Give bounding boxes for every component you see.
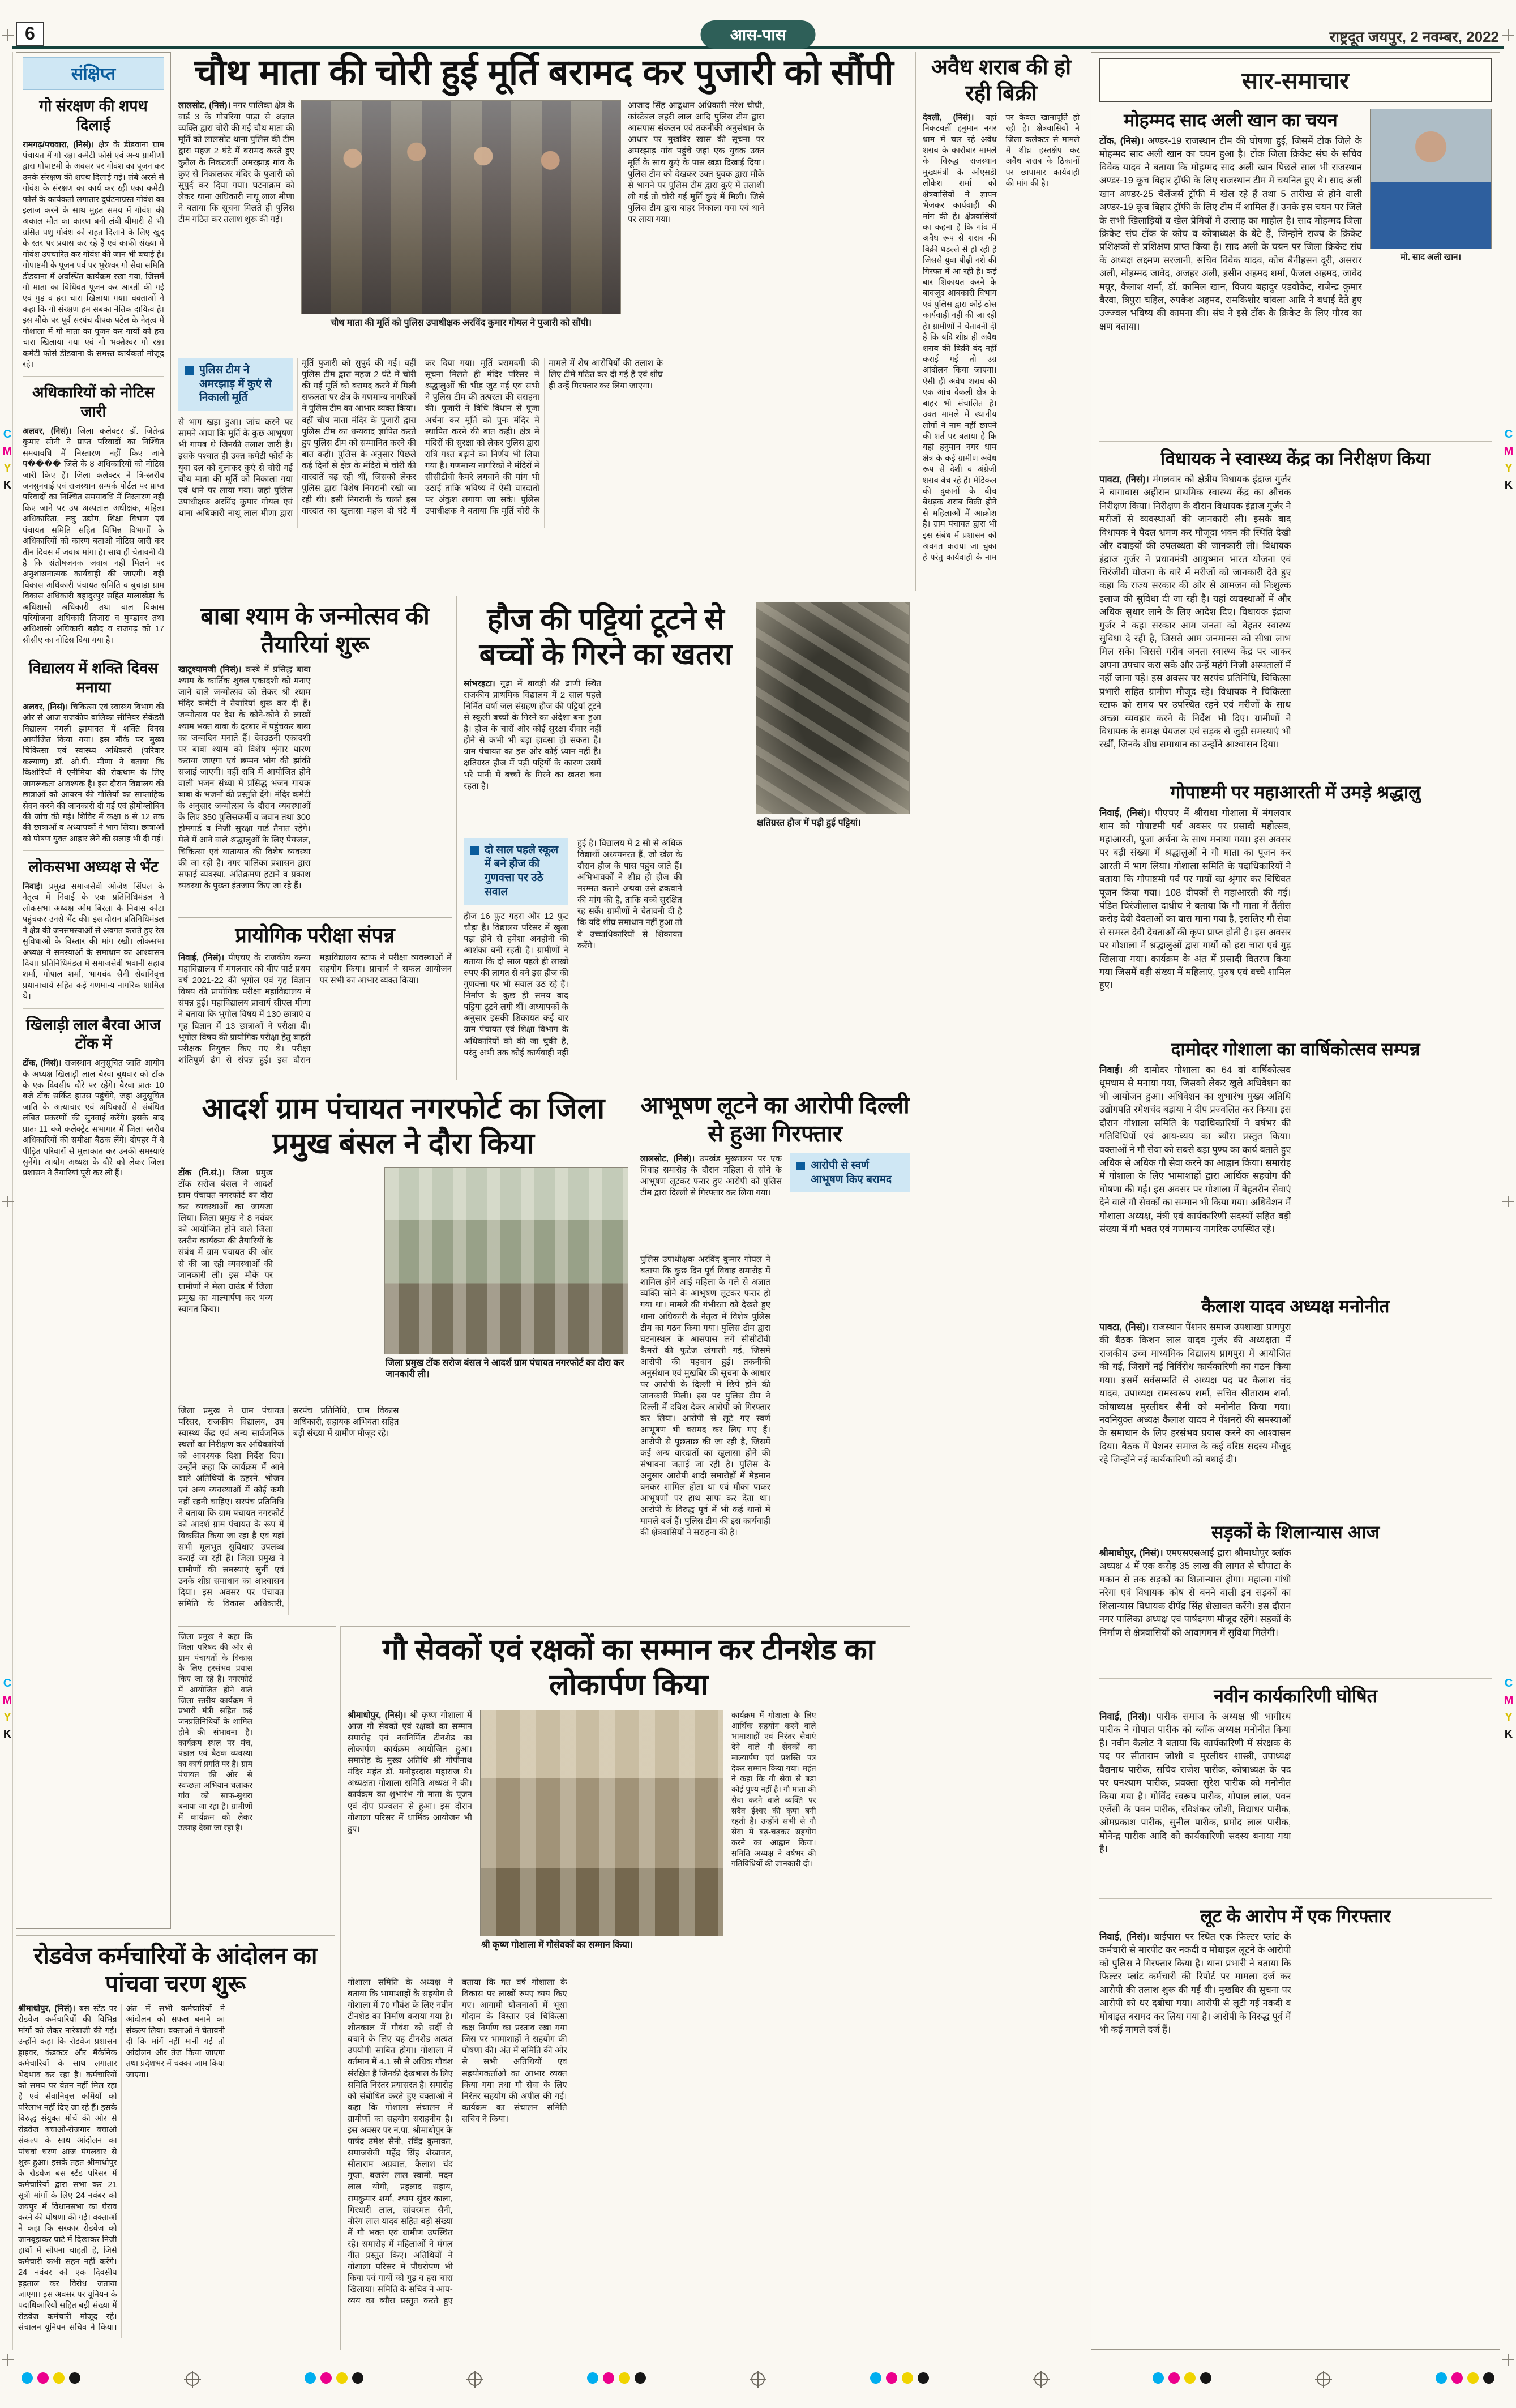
page-number: 6 [16, 22, 44, 46]
registration-circle-icon [468, 2372, 482, 2386]
story-headline: आदर्श ग्राम पंचायत नगरफोर्ट का जिला प्रमुख बंसल ने दौरा किया [202, 1092, 605, 1161]
hauz-photo-figure [756, 602, 910, 831]
bullet-square-icon [796, 1162, 805, 1170]
brief-body: टोंक, (निसं)। राजस्थान अनुसूचित जाति आयोग के अध्यक्ष खिलाड़ी लाल बैरवा बुधवार को टोंक के एक दिवसीय दौरे पर रहेंगे। बैरवा प्रातः 10 बजे टोंक सर्किट हाउस पहुंचेंगे, जहां अनुसूचित जाति के अत्याचार एवं अधिकारों से संबंधित लंबित प्रकरणों की सुनवाई करेंगे। इसके बाद प्रातः 11 बजे कलेक्ट्रेट सभागार में जिला स्तरीय अधिकारियों की समीक्षा बैठक लेंगे। दोपहर में वे पीड़ित परिवारों से मुलाकात कर उनकी समस्याएं सुनेंगे। आयोग अध्यक्ष के दौरे को लेकर जिला प्रशासन ने तैयारियां पूरी कर ली हैं। [23, 1059, 164, 1178]
registration-mark-icon [2, 1196, 14, 1207]
registration-mark-icon [1502, 29, 1514, 41]
story-body: गोशाला समिति के अध्यक्ष ने बताया कि भामाशाहों के सहयोग से गोशाला में 70 गौवंश के लिए नवीन टीनशेड का निर्माण कराया गया है। शीतकाल में गौवंश को सर्दी से बचाने के लिए यह टीनशेड अत्यंत उपयोगी साबित होगा। गोशाला में वर्तमान में 4.1 सौ से अधिक गौवंश संरक्षित है जिनकी देखभाल के लिए समिति निरंतर प्रयासरत है। समारोह को संबोधित करते हुए वक्ताओं ने कहा कि गोशाला संचालन में ग्रामीणों का सहयोग सराहनीय है। इस अवसर पर न.पा. श्रीमाधोपुर के पार्षद उमेश सैनी, रविंद्र कुमावत, समाजसेवी महेंद्र सिंह शेखावत, सीताराम अग्रवाल, कैलाश चंद गुप्ता, बजरंग लाल स्वामी, मदन लाल योगी, प्रहलाद सहाय, रामकुमार शर्मा, श्याम सुंदर काला, गिरधारी लाल, सांवरमल सैनी, नौरंग लाल यादव सहित बड़ी संख्या में गौ भक्त एवं ग्रामीण उपस्थित रहे। समारोह में महिलाओं ने मंगल गीत प्रस्तुत किए। अतिथियों ने गोशाला परिसर में पौधरोपण भी किया एवं गायों को गुड़ व हरा चारा खिलाया। समिति के सचिव ने आय-व्यय का ब्यौरा प्रस्तुत करते हुए बताया कि गत वर्ष गोशाला के विकास पर लाखों रुपए व्यय किए गए। आगामी योजनाओं में भूसा गोदाम के विस्तार एवं चिकित्सा कक्ष निर्माण का प्रस्ताव रखा गया जिस पर भामाशाहों ने सहयोग की घोषणा की। अंत में समिति की ओर से सभी अतिथियों एवं सहयोगकर्ताओं का आभार व्यक्त किया गया तथा गौ सेवा के लिए निरंतर सहयोग की अपील की गई। कार्यक्रम का संचालन समिति सचिव ने किया। [348, 1977, 567, 2306]
photo-caption: मो. साद अली खान। [1400, 253, 1462, 262]
brief-headline: विद्यालय में शक्ति दिवस मनाया [28, 660, 159, 696]
edition-line: राष्ट्रदूत जयपुर, 2 नवम्बर, 2022 [1329, 28, 1499, 45]
story-body: निवाई, (निसं)। पीएचए में श्रीराधा गोशाला में मंगलवार शाम को गोपाष्टमी पर्व अवसर पर प्रसादी महोत्सव, महाआरती, पूजा अर्चना के साथ मनाया गया। इस अवसर पर बड़ी संख्या में श्रद्धालुओं ने गौ माता का पूजन कर आरती में भाग लिया। गोशाला समिति के पदाधिकारियों ने बताया कि गोपाष्टमी पर्व पर गायों का श्रृंगार कर विधिवत पूजन किया गया। 108 दीपकों से महाआरती की गई। पंडित चिरंजीलाल दाधीच ने बताया कि गौ माता में तैंतीस करोड़ देवी देवताओं का वास माना गया है, इसलिए गौ सेवा से समस्त देवी देवताओं की कृपा प्राप्त होती है। इस अवसर पर गोशाला में श्रद्धालुओं द्वारा गायों को हरा चारा एवं गुड़ खिलाया गया। कार्यक्रम के अंत में प्रसादी वितरण किया गया जिसमें बड़ी संख्या में महिलाएं, पुरुष एवं बच्चे शामिल हुए। [1099, 808, 1291, 991]
idol-handover-photo [301, 100, 621, 314]
photo-caption: जिला प्रमुख टोंक सरोज बंसल ने आदर्श ग्राम पंचायत नगरफोर्ट का दौरा कर जानकारी ली। [386, 1358, 624, 1379]
story-body: आजाद सिंह आढूधाम अधिकारी नरेश चौधी, कांस्टेबल लहरी लाल आदि पुलिस टीम द्वारा आसपास संकलन एवं तकनीकी अनुसंधान के आधार पर मुखबिर खास की सूचना पर अमरझाड़ गांव पहुंचे जहां एक युवक उक्त मूर्ति के साथ कुएं के पास खड़ा दिखाई दिया। पुलिस टीम को देखकर उक्त युवक द्वारा मौके से भागने पर पुलिस टीम द्वारा कुएं में तलाशी ली गई तो चोरी गई मूर्ति कुएं में मिली। जिसे पुलिस टीम द्वारा बाहर निकाला गया एवं थाने पर लाया गया। [628, 101, 764, 225]
story-body: निवाई। श्री दामोदर गोशाला का 64 वां वार्षिकोत्सव धूमधाम से मनाया गया, जिसको लेकर खुले अधिवेशन का भी आयोजन हुआ। अधिवेशन का शुभारंभ मुख्य अतिथि उद्योगपति रमेशचंद बड़ाया ने दीप प्रज्वलित कर किया। इस दौरान गोशाला समिति के पदाधिकारियों ने वर्षभर की गतिविधियों एवं आय-व्यय का ब्यौरा प्रस्तुत किया। वक्ताओं ने गौ सेवा को सबसे बड़ा पुण्य का कार्य बताते हुए अधिक से अधिक गौ सेवा करने का आह्वान किया। समारोह में गोशाला के लिए भामाशाहों द्वारा आर्थिक सहयोग की घोषणा की गई। इस अवसर पर गोशाला में बेहतरीन सेवाएं देने वाले गौ सेवकों का सम्मान भी किया गया। अधिवेशन में गोशाला अध्यक्ष, मंत्री एवं कार्यकारिणी सदस्यों सहित बड़ी संख्या में गौ भक्त एवं गणमान्य नागरिक उपस्थित रहे। [1099, 1065, 1291, 1235]
story-body: सांभरहटा। गुढ़ा में बावड़ी की ढाणी स्थित राजकीय प्राथमिक विद्यालय में 2 साल पहले निर्मित वर्षा जल संग्रहण हौज की पट्टियां टूटने से स्कूली बच्चों के गिरने का अंदेशा बना हुआ है। हौज के चारों ओर कोई सुरक्षा दीवार नहीं होने से कभी भी बड़ा हादसा हो सकता है। ग्राम पंचायत का इस ओर कोई ध्यान नहीं है। क्षतिग्रस्त हौज में पड़ी पट्टियों के कारण उसमें भरे पानी में बच्चों के गिरने का खतरा बना रहता है। [464, 678, 601, 791]
photo-caption: श्री कृष्ण गोशाला में गौसेवकों का सम्मान किया। [481, 1940, 633, 1950]
story-headline: अवैध शराब की हो रही बिक्री [931, 55, 1072, 106]
bullet-square-icon [470, 846, 479, 855]
story-body: निवाई, (निसं)। बाईपास पर स्थित एक फिल्टर प्लांट के कर्मचारी से मारपीट कर नकदी व मोबाइल लूटने के आरोपी को पुलिस ने गिरफ्तार किया है। थाना प्रभारी ने बताया कि फिल्टर प्लांट कर्मचारी की रिपोर्ट पर मामला दर्ज कर आरोपी की तलाश शुरू की गई थी। मुखबिर की सूचना पर आरोपी को धर दबोचा गया। आरोपी से लूटी गई नकदी व मोबाइल बरामद कर लिया गया है। आरोपी के विरुद्ध पूर्व में भी कई मामले दर्ज हैं। [1099, 1932, 1291, 2035]
dateline: श्रीमाधोपुर, (निसं)। [348, 1710, 406, 1720]
dateline: निवाई। [23, 882, 44, 892]
saar-samachar-header: सार-समाचार [1099, 58, 1492, 102]
story-headline: नवीन कार्यकारिणी घोषित [1214, 1686, 1377, 1706]
story-body: टोंक, (निसं)। अण्डर-19 राजस्थान टीम की घोषणा हुई, जिसमें टोंक जिले के मोहम्मद साद अली खान का चयन हुआ है। टोंक जिला क्रिकेट संघ के सचिव विवेक यादव ने बताया कि मोहम्मद साद अली खान पिछले साल भी राजस्थान अण्डर-19 कूच बिहार ट्रॉफी के लिए राजस्थान टीम में चयनित हुए थे। साद अली खान अण्डर-25 चैलेंजर्स ट्रॉफी में खेल रहे हैं तथा 5 तारीख से होने वाली अण्डर-19 कूच बिहार ट्रॉफी के लिए टीम में शामिल हैं। उनके इस चयन पर जिले के सभी खिलाड़ियों व खेल प्रेमियों में उत्साह का माहौल है। साद मोहम्मद जिला क्रिकेट संघ टोंक के कोच व कोषाध्यक्ष के बेटे हैं, जिन्होंने राज्य के क्रिकेट प्रशिक्षकों से प्रशिक्षण प्राप्त किया है। साद अली के चयन पर जिला क्रिकेट संघ के अध्यक्ष लक्ष्मण सरजानी, सचिव विवेक यादव, कोच बैनीहसन दूरी, असरार अली, मोहम्मद जावेद, अजहर अली, हसीन अहमद शर्मा, फैजल अहमद, जावेद मयूर, कैलाश शर्मा, डॉ. कामिल खान, विजय बहादुर एडवोकेट, राजेन्द्र कुमार बैरवा, त्रिपुरा चहिल, रुपकेश अहमद, रामकिशोर चांवला आदि ने बधाई देते हुए उज्ज्वल भविष्य की कामना की। संघ ने इसे टोंक के क्रिकेट के लिए गौरव का क्षण बताया। [1099, 136, 1362, 332]
story-headline: गोपाष्टमी पर महाआरती में उमड़े श्रद्धालु [1170, 782, 1421, 802]
portrait-figure [1370, 109, 1492, 264]
bullet-square-icon [185, 366, 194, 375]
dateline: अलवर, (निसं)। [23, 426, 72, 436]
jewellery-top [640, 1153, 910, 1250]
dateline: निवाई, (निसं)। [178, 953, 225, 963]
broken-hauz-photo [756, 602, 910, 814]
highlight-text: आरोपी से स्वर्ण आभूषण किए बरामद [811, 1160, 892, 1186]
adarsh-photo-figure [384, 1167, 628, 1400]
story-body: दो साल पहले स्कूल में बने हौज की गुणवत्ता पर उठे सवाल हौज 16 फुट गहरा और 12 फुट चौड़ा है। विद्यालय परिसर में खुला पड़ा होने से हमेशा अनहोनी की आशंका बनी रहती है। ग्रामीणों ने बताया कि दो साल पहले ही लाखों रुपए की लागत से बने इस हौज की गुणवत्ता पर भी सवाल उठ रहे हैं। निर्माण के कुछ ही समय बाद पट्टियां टूटने लगी थीं। अध्यापकों के अनुसार इसकी शिकायत कई बार ग्राम पंचायत एवं शिक्षा विभाग के अधिकारियों को की जा चुकी है, परंतु अभी तक कोई कार्यवाही नहीं हुई है। विद्यालय में 2 सौ से अधिक विद्यार्थी अध्ययनरत हैं, जो खेल के दौरान हौज के पास पहुंच जाते हैं। अभिभावकों ने शीघ्र ही हौज की मरम्मत कराने अथवा उसे ढकवाने की मांग की है, ताकि बच्चे सुरक्षित रह सकें। ग्रामीणों ने चेतावनी दी है कि यदि शीघ्र समाधान नहीं हुआ तो वे उच्चाधिकारियों से शिकायत करेंगे। [464, 838, 682, 1058]
story-body: श्रीमाधोपुर, (निसं)। श्री कृष्ण गोशाला में आज गौ सेवकों एवं रक्षकों का सम्मान समारोह एवं नवनिर्मित टीनशेड का लोकार्पण कार्यक्रम आयोजित हुआ। समारोह के मुख्य अतिथि श्री गोपीनाथ मंदिर महंत डॉ. मनोहरदास महाराज थे। अध्यक्षता गोशाला समिति अध्यक्ष ने की। कार्यक्रम का शुभारंभ गौ माता के पूजन एवं दीप प्रज्वलन से हुआ। इस दौरान गोशाला परिसर में धार्मिक आयोजन भी हुए। [348, 1710, 472, 1834]
print-cmyk-mark: C M Y K [1504, 428, 1514, 491]
story-body: पावटा, (निसं)। राजस्थान पेंशनर समाज उपशाखा प्रागपुरा की बैठक किशन लाल यादव गुर्जर की अध्यक्षता में राजकीय उच्च माध्यमिक विद्यालय प्रागपुरा में आयोजित की गई, जिसमें नई निर्विरोध कार्यकारिणी का गठन किया गया। इसमें सर्वसम्मति से अध्यक्ष पद पर कैलाश चंद यादव, उपाध्यक्ष रामस्वरूप शर्मा, सचिव सीताराम शर्मा, कोषाध्यक्ष मुरलीधर सैनी को मनोनीत किया गया। नवनियुक्त अध्यक्ष कैलाश यादव ने पेंशनरों की समस्याओं के समाधान के लिए हरसंभव प्रयास करने का आश्वासन दिया। बैठक में पेंशनर समाज के कई वरिष्ठ सदस्य मौजूद रहे जिन्होंने नई कार्यकारिणी को बधाई दी। [1099, 1322, 1291, 1465]
brief-headline: खिलाड़ी लाल बैरवा आज टोंक में [25, 1016, 161, 1053]
photo-caption: चौथ माता की मूर्ति को पुलिस उपाधीक्षक अरविंद कुमार गोयल ने पुजारी को सौंपी। [330, 318, 592, 328]
registration-circle-icon [1317, 2372, 1330, 2386]
story-headline: सड़कों के शिलान्यास आज [1211, 1522, 1380, 1542]
print-color-strip [19, 2369, 1497, 2389]
story-headline: लूट के आरोप में एक गिरफ्तार [1200, 1906, 1391, 1926]
cmyk-dots-icon [302, 2372, 366, 2386]
hauz-story [456, 596, 910, 1080]
story-body: लालसोट, (निसं)। उपखंड मुख्यालय पर एक विवाह समारोह के दौरान महिला से सोने के आभूषण लूटकर फरार हुए आरोपी को पुलिस टीम द्वारा दिल्ली से गिरफ्तार कर लिया गया। [640, 1154, 782, 1198]
story-body: लालसोट, (निसं)। नगर पालिका क्षेत्र के वार्ड 3 के गोबरिया पाड़ा से अज्ञात व्यक्ति द्वारा चोरी की गई चौथ माता की मूर्ति को लालसोट थाना पुलिस की टीम द्वारा महज 2 घंटे में बरामद करते हुए कुतैल के निकटवर्ती अमरझाड़ गांव के कुएं से निकालकर मंदिर के पुजारी को सुपुर्द कर दिया गया। घटनाक्रम को लेकर थाना अधिकारी नाथू लाल मीणा ने बताया कि सूचना मिलते ही पुलिस टीम गठित कर तलाश शुरू की गई। [178, 101, 294, 225]
cmyk-dots-icon [1433, 2372, 1497, 2386]
main-photo-figure [301, 100, 621, 352]
registration-mark-icon [1502, 1196, 1514, 1207]
briefs-column [16, 52, 171, 1929]
brief-item [23, 652, 164, 850]
story-headline: मोहम्मद साद अली खान का चयन [1124, 110, 1338, 130]
story-body: पावटा, (निसं)। मंगलवार को क्षेत्रीय विधायक इंद्राज गुर्जर ने बागावास अहीरान प्राथमिक स्वास्थ्य केंद्र का औचक निरीक्षण किया। निरीक्षण के दौरान विधायक इंद्राज गुर्जर ने मरीजों से व्यवस्थाओं की जानकारी ली। इसके बाद विधायक ने पैदल भ्रमण कर मौजूदा भवन की स्थिति देखी और दवाइयों की उपलब्धता की जानकारी ली। विधायक इंद्राज गुर्जर ने प्रधानमंत्री आयुष्मान भारत योजना एवं चिरंजीवी योजना के बारे में मरीजों को जानकारी देते हुए कहा कि राज्य सरकार की ओर से आमजन को निःशुल्क इलाज की सुविधा दी जा रही है। यहां व्यवस्थाओं में और अधिक सुधार लाने के लिए आदेश दिए। विधायक इंद्राज गुर्जर ने कहा सरकार आम जनता को बेहतर स्वास्थ्य सुविधा दे रही है, जिससे आम जनमानस को सीधा लाभ मिल सके। जिससे गरीब जनता स्वास्थ्य केंद्र पर जाकर अपना उपचार करा सके और उन्हें महंगे निजी अस्पतालों में नहीं जाना पड़े। इस अवसर पर सरपंच प्रतिनिधि, चिकित्सा प्रभारी सहित ग्रामीण मौजूद रहे। विधायक ने चिकित्सा स्टाफ को समय पर उपस्थित रहने एवं मरीजों के साथ अच्छा व्यवहार करने के निर्देश भी दिए। ग्रामीणों ने विधायक के समक्ष पेयजल एवं सड़क से जुड़ी समस्याएं भी रखीं, जिनके शीघ्र समाधान का उन्होंने आश्वासन दिया। [1099, 474, 1291, 750]
story-headline: हौज की पट्टियां टूटने से बच्चों के गिरने का खतरा [479, 603, 733, 671]
main-headline: चौथ माता की चोरी हुई मूर्ति बरामद कर पुजारी को सौंपी [194, 53, 894, 92]
news-story [1099, 1678, 1492, 1892]
brief-body: अलवर, (निसं)। चिकित्सा एवं स्वास्थ्य विभाग की ओर से आज राजकीय बालिका सीनियर सेकेंडरी विद्यालय नंगली झामावत में शक्ति दिवस आयोजित किया गया। इस मौके पर मुख्य चिकित्सा एवं स्वास्थ्य अधिकारी (परिवार कल्याण) डॉ. ओ.पी. मीणा ने बताया कि किशोरियों में एनीमिया की रोकथाम के लिए जागरूकता आवश्यक है। इस दौरान विद्यालय की छात्राओं को आयरन की गोलियों का साप्ताहिक सेवन करने की जानकारी दी गई एवं हीमोग्लोबिन की जांच की गई। शिविर में कक्षा 6 से 12 तक की छात्राओं व अध्यापकों ने भाग लिया। छात्राओं को पोषण युक्त आहार लेने की सलाह भी दी गई। [23, 702, 164, 844]
story-headline: प्रायोगिक परीक्षा संपन्न [235, 923, 395, 947]
dateline: टोंक (नि.सं.)। [178, 1167, 225, 1178]
adarsh-gram-story [178, 1085, 628, 1622]
story-body: पुलिस उपाधीक्षक अरविंद कुमार गोयल ने बताया कि कुछ दिन पूर्व विवाह समारोह में शामिल होने आई महिला के गले से अज्ञात व्यक्ति सोने के आभूषण लूटकर फरार हो गया था। मामले की गंभीरता को देखते हुए थाना अधिकारी के नेतृत्व में विशेष पुलिस टीम का गठन किया गया। पुलिस टीम द्वारा घटनास्थल के आसपास लगे सीसीटीवी कैमरों की फुटेज खंगाली गई, जिसमें आरोपी की पहचान हुई। तकनीकी अनुसंधान एवं मुखबिर की सूचना के आधार पर आरोपी के दिल्ली में छिपे होने की जानकारी मिली। इस पर पुलिस टीम ने दिल्ली में दबिश देकर आरोपी को गिरफ्तार कर लिया। आरोपी से लूटे गए स्वर्ण आभूषण भी बरामद कर लिए गए हैं। आरोपी से पूछताछ की जा रही है, जिसमें कई अन्य वारदातों का खुलासा होने की संभावना जताई जा रही है। पुलिस के अनुसार आरोपी शादी समारोहों में मेहमान बनकर शामिल होता था एवं मौका पाकर आभूषणों पर हाथ साफ कर देता था। आरोपी के विरुद्ध पूर्व में भी कई थानों में मामले दर्ज हैं। पुलिस टीम की इस कार्यवाही की क्षेत्रवासियों ने सराहना की है। [640, 1255, 770, 1538]
highlight-text: पुलिस टीम ने अमरझाड़ में कुएं से निकाली मूर्ति [199, 364, 272, 404]
story-body: देवली, (निसं)। यहां निकटवर्ती हनुमान नगर धाम में चल रहे अवैध शराब के कारोबार मामले के विरुद्ध राजस्थान मुख्यमंत्री के ओएसडी लोकेश शर्मा को क्षेत्रवासियों ने ज्ञापन भेजकर कार्यवाही की मांग की है। क्षेत्रवासियों का कहना है कि गांव में अवैध रूप से शराब की बिक्री धड़ल्ले से हो रही है जिससे युवा पीढ़ी नशे की गिरफ्त में आ रही है। कई बार शिकायत करने के बावजूद आबकारी विभाग एवं पुलिस द्वारा कोई ठोस कार्यवाही नहीं की जा रही है। ग्रामीणों ने चेतावनी दी है कि यदि शीघ्र ही अवैध शराब की बिक्री बंद नहीं कराई गई तो उग्र आंदोलन किया जाएगा। ऐसी ही अवैध शराब की एक आंच देकली क्षेत्र के बाहर भी संचालित है। उक्त मामले में स्थानीय लोगों ने नाम नहीं छापने की शर्त पर बताया है कि यहां हनुमान नगर धाम क्षेत्र के कई ग्रामीण अवैध रूप से देशी व अंग्रेजी शराब बेच रहे हैं। मेडिकल की दुकानों के बीच बेधड़क शराब बिक्री होने से महिलाओं में आक्रोश है। ग्राम पंचायत द्वारा भी इस संबंध में प्रशासन को अवगत कराया जा चुका है परंतु कार्यवाही के नाम पर केवल खानापूर्ति हो रही है। क्षेत्रवासियों ने जिला कलेक्टर से मामले में शीघ्र हस्तक्षेप कर अवैध शराब के ठिकानों पर छापामार कार्यवाही की मांग की है। [923, 113, 1080, 562]
dateline: लालसोट, (निसं)। [178, 101, 231, 111]
brief-headline: लोकसभा अध्यक्ष से भेंट [28, 858, 159, 876]
registration-circle-icon [1034, 2372, 1048, 2386]
gaushala-honour-photo [480, 1710, 723, 1936]
story-headline: बाबा श्याम के जन्मोत्सव की तैयारियां शुरू [200, 603, 430, 658]
brief-body: अलवर, (निसं)। जिला कलेक्टर डॉ. जितेन्द्र कुमार सोनी ने प्राप्त परिवादों का निश्चित समयावधि में निस्तारण नहीं किए जाने प���� जिले के 8 अधिकारियों को नोटिस जारी किए हैं। जिला कलेक्टर ने त्रि-स्तरीय जनसुनवाई एवं राजस्थान सम्पर्क पोर्टल पर प्राप्त परिवादों का निश्चित समयावधि में निस्तारण नहीं किए जाने पर उप अस्पताल अधीक्षक, महिला अधिकारिता, लघु उद्योग, शिक्षा विभाग एवं पंचायत समिति सहित विभिन्न विभागों के अधिकारियों को कारण बताओ नोटिस जारी कर तीन दिवस में जवाब मांगा है। साथ ही चेतावनी दी है कि संतोषजनक जवाब नहीं मिलने पर अनुशासनात्मक कार्यवाही की जाएगी। वहीं विकास अधिकारी पंचायत समिति व बुचाड़ा ग्राम विकास अधिकारी बहादुरपुर सहित मालाखेड़ा के अधिशासी अधिकारी तथा बाल विकास परियोजना अधिकारी तिजारा व मुण्डावर तथा अधिशासी अधिकारी बड़ौद व राजगढ़ को 17 सीसीए का नोटिस दिया गया है। [23, 426, 164, 645]
story-body: श्रीमाधोपुर, (निसं)। एमएसएसआई द्वारा श्रीमाधोपुर ब्लॉक अध्यक्ष 4 में एक करोड़ 35 लाख की लागत से चौपाटा के मकान से तक सड़कों का शिलान्यास होगा। महात्मा गांधी नरेगा एवं विधायक कोष से बनने वाली इन सड़कों का शिलान्यास विधायक दीपेंद्र सिंह शेखावत करेंगे। इस दौरान नगर पालिका अध्यक्ष एवं पार्षदगण मौजूद रहेंगे। सड़कों के निर्माण से क्षेत्रवासियों को आवागमन में सुविधा मिलेगी। [1099, 1548, 1291, 1638]
news-story [1099, 1032, 1492, 1282]
brief-body: निवाई। प्रमुख समाजसेवी ओजेश सिंघल के नेतृत्व में निवाई के एक प्रतिनिधिमंडल ने लोकसभा अध्यक्ष ओम बिरला के निवास कोटा पहुंचकर उनसे भेंट की। इस दौरान प्रतिनिधिमंडल ने क्षेत्र की जनसमस्याओं से अवगत कराते हुए रेल सुविधाओं के विस्तार की मांग रखी। लोकसभा अध्यक्ष ने समस्याओं के समाधान का आश्वासन दिया। प्रतिनिधिमंडल में समाजसेवी भवानी सहाय शर्मा, गोपाल शर्मा, भागचंद सैनी सेवानिवृत्त प्रधानाचार्य सहित कई गणमान्य नागरिक शामिल थे। [23, 882, 164, 1002]
cmyk-dots-icon [1150, 2372, 1214, 2386]
highlight-box [790, 1153, 910, 1192]
story-headline: विधायक ने स्वास्थ्य केंद्र का निरीक्षण किया [1160, 448, 1431, 469]
registration-mark-icon [2, 2354, 14, 2366]
story-body: खाटूश्यामजी (निसं)। कस्बे में प्रसिद्ध बाबा श्याम के कार्तिक शुक्ल एकादशी को मनाए जाने वाले जन्मोत्सव को लेकर श्री श्याम मंदिर कमेटी ने तैयारियां शुरू कर दी हैं। जन्मोत्सव पर देश के कोने-कोने से लाखों श्याम भक्त बाबा के दरबार में पहुंचकर बाबा का जन्मदिन मनाते हैं। देवउठनी एकादशी पर बाबा श्याम को विशेष शृंगार धारण कराया जाएगा एवं छप्पन भोग की झांकी सजाई जाएगी। वहीं रात्रि में आयोजित होने वाली भजन संध्या में प्रसिद्ध भजन गायक बाबा के भजनों की प्रस्तुति देंगे। मंदिर कमेटी के अनुसार जन्मोत्सव के दौरान व्यवस्थाओं के लिए 350 पुलिसकर्मी व जवान तथा 300 होमगार्ड व निजी सुरक्षा गार्ड तैनात रहेंगे। मेले में आने वाले श्रद्धालुओं के लिए पेयजल, चिकित्सा एवं यातायात की विशेष व्यवस्था की जा रही है। नगर पालिका प्रशासन द्वारा सफाई व्यवस्था, अतिक्रमण हटाने व प्रकाश व्यवस्था के पुख्ता इंतजाम किए जा रहे हैं। [178, 665, 311, 891]
story-body: जिला प्रमुख ने ग्राम पंचायत परिसर, राजकीय विद्यालय, उप स्वास्थ्य केंद्र एवं अन्य सार्वजनिक स्थलों का निरीक्षण कर अधिकारियों को आवश्यक दिशा निर्देश दिए। उन्होंने कहा कि कार्यक्रम में आने वाले अतिथियों के ठहरने, भोजन एवं अन्य व्यवस्थाओं में कोई कमी नहीं रहनी चाहिए। सरपंच प्रतिनिधि ने बताया कि ग्राम पंचायत नगरफोर्ट को आदर्श ग्राम पंचायत के रूप में विकसित किया जा रहा है एवं यहां सभी मूलभूत सुविधाएं उपलब्ध कराई जा रही हैं। जिला प्रमुख ने ग्रामीणों की समस्याएं सुनीं एवं उनके शीघ्र समाधान का आश्वासन दिया। इस अवसर पर पंचायत समिति के विकास अधिकारी, सरपंच प्रतिनिधि, ग्राम विकास अधिकारी, सहायक अभियंता सहित बड़ी संख्या में ग्रामीण मौजूद रहे। [178, 1405, 399, 1609]
news-story [1099, 775, 1492, 1025]
news-story [1099, 109, 1492, 434]
saar-samachar-column [1091, 52, 1500, 2350]
section-name: आस-पास [701, 20, 816, 49]
brief-item [23, 376, 164, 652]
news-story [1099, 1289, 1492, 1508]
registration-mark-icon [2, 29, 14, 41]
roadways-story [16, 1935, 335, 2350]
news-story [1099, 1515, 1492, 1671]
dateline: निवाई, (निसं)। [1099, 1712, 1151, 1722]
dateline: निवाई। [1099, 1065, 1123, 1075]
story-body: निवाई, (निसं)। पारीक समाज के अध्यक्ष श्री भागीरथ पारीक ने गोपाल पारीक को ब्लॉक अध्यक्ष मनोनीत किया है। नवीन कैलोट ने बताया कि कार्यकारिणी में संरक्षक के पद पर सीताराम जोशी व मुरलीधर शास्त्री, उपाध्यक्ष वैद्यनाथ पारीक, सचिव राजेश पारीक, कोषाध्यक्ष के पद पर घनश्याम पारीक, प्रवक्ता सुरेश पारीक को मनोनीत किया गया है। गोविंद स्वरूप पारीक, गोपाल लाल, पवन एजेंसी के पवन पारीक, रविशंकर जोशी, विद्याधर पारीक, ओमप्रकाश पारीक, सुनील पारीक, प्रमोद लाल पारीक, मोनेन्द्र पारीक आदि को कार्यकारिणी सदस्य बनाया गया है। [1099, 1712, 1291, 1855]
highlight-box [178, 358, 293, 411]
dateline: खाटूश्यामजी (निसं)। [178, 665, 242, 675]
brief-item [23, 1008, 164, 1185]
cmyk-dots-icon [585, 2372, 648, 2386]
cmyk-dots-icon [19, 2372, 83, 2386]
main-story [178, 52, 910, 591]
district-head-visit-photo [384, 1167, 628, 1354]
gau-photo-figure [480, 1710, 723, 1970]
brief-body: रामगढ़/पचवारा, (निसं)। क्षेत्र के डीडवाना ग्राम पंचायत में गौ रक्षा कमेटी फोर्स एवं अन्य ग्रामीणों द्वारा गोपाष्टमी के अवसर पर गोवंश का पूजन कर उनके संरक्षण की शपथ दिलाई गई। लंबे अरसे से गोवंश के संरक्षण का कार्य कर रही एका कमेटी फोर्स के कार्यकर्ता लगातार दुर्घटनाग्रस्त गोवंश का इलाज करने के साथ मुहत समय में गोवंश की अकाल मौत का कारण बनी लंबी बीमारी से भी ग्रसित पशु गोवंश को राहत दिलाने के लिए खुद के स्तर पर प्रयास कर रहे हैं एवं काफी संख्या में गोवंश उपचारित कर गोवंश की जान भी बचाई है। गोपाष्टमी के पूजन पर्व पर भुरेश्वर गौ सेवा समिति डीडवाना में अवस्थित कार्यक्रम रखा गया, जिसमें गौ माता का विधिवत पूजन कर आरती की गई एवं गुड़ व हरा चारा खिलाया गया। वक्ताओं ने कहा कि गौ संरक्षण हम सबका नैतिक दायित्व है। इस मौके पर पूर्व सरपंच दीपक पटेल के नेतृत्व में गौशाला में गौ माता का पूजन कर गायों को हरा चारा खिलाया गया एवं गौ भक्तेश्वर गौ रक्षा कमेटी फोर्स डीडवाना के समस्त कार्यकर्ता मौजूद रहे। [23, 140, 164, 369]
print-cmyk-mark: C M Y K [2, 1677, 12, 1740]
story-body: श्रीमाधोपुर, (निसं)। बस स्टैंड पर रोडवेज कर्मचारियों की विभिन्न मांगों को लेकर नारेबाजी की गई। उन्होंने कहा कि रोडवेज प्रशासन ड्राइवर, कंडक्टर और मैकेनिक कर्मचारियों के साथ लगातार भेदभाव कर रहा है। कर्मचारियों को समय पर वेतन नहीं मिल रहा है एवं सेवानिवृत्त कर्मियों को परिलाभ नहीं दिए जा रहे हैं। इसके विरुद्ध संयुक्त मोर्चे की ओर से रोडवेज बचाओ-रोजगार बचाओ संकल्प के साथ आंदोलन का पांचवां चरण आज मंगलवार से शुरू हुआ। इसके तहत श्रीमाधोपुर के रोडवेज बस स्टैंड परिसर में कर्मचारियों द्वारा सभा कर 21 सूत्री मांगों के लिए 24 नवंबर को जयपुर में विधानसभा का घेराव करने की घोषणा की गई। वक्ताओं ने कहा कि सरकार रोडवेज को जानबूझकर घाटे में दिखाकर निजी हाथों में सौंपना चाहती है, जिसे कर्मचारी कभी सहन नहीं करेंगे। 24 नवंबर को एक दिवसीय हड़ताल कर विरोध जताया जाएगा। इस अवसर पर यूनियन के पदाधिकारियों सहित बड़ी संख्या में रोडवेज कर्मचारी मौजूद रहे। संचालन यूनियन सचिव ने किया। अंत में सभी कर्मचारियों ने आंदोलन को सफल बनाने का संकल्प लिया। वक्ताओं ने चेतावनी दी कि मांगें नहीं मानी गईं तो आंदोलन और तेज किया जाएगा तथा प्रदेशभर में चक्का जाम किया जाएगा। [18, 2004, 225, 2333]
main-story-top [178, 100, 910, 352]
story-body: पुलिस टीम ने अमरझाड़ में कुएं से निकाली मूर्ति से भाग खड़ा हुआ। जांच करने पर सामने आया कि मूर्ति के कुछ आभूषण भी गायब थे जिनकी तलाश जारी है। इसके पश्चात ही उक्त कमेटी फोर्स के युवा दल को बुलाकर कुएं से चोरी गई चौथ माता की मूर्ति को निकाला गया एवं थाने पर लाया गया। जहां पुलिस उपाधीक्षक अरविंद कुमार गोयल एवं थाना अधिकारी नाथू लाल मीणा द्वारा मूर्ति पुजारी को सुपुर्द की गई। वहीं पुलिस टीम द्वारा महज 2 घंटे में चोरी की गई मूर्ति को बरामद करने में मिली सफलता पर क्षेत्र के गणमान्य नागरिकों ने पुलिस टीम का आभार व्यक्त किया। वहीं चौथ माता मंदिर के पुजारी द्वारा पुलिस टीम का धन्यवाद ज्ञापित करते हुए पुलिस टीम को सम्मानित करने की बात कही। पुलिस के अनुसार पिछले कई दिनों से क्षेत्र के मंदिरों में चोरी की वारदातें बढ़ रही थीं, जिसको लेकर पुलिस द्वारा विशेष निगरानी रखी जा रही थी। इसी निगरानी के चलते इस वारदात का खुलासा महज दो घंटे में कर दिया गया। मूर्ति बरामदगी की सूचना मिलते ही मंदिर परिसर में श्रद्धालुओं की भीड़ जुट गई एवं सभी ने पुलिस टीम की तत्परता की सराहना की। पुजारी ने विधि विधान से पूजा अर्चना कर मूर्ति को पुनः मंदिर में स्थापित करने की बात कही। क्षेत्र में मंदिरों की सुरक्षा को लेकर पुलिस द्वारा रात्रि गश्त बढ़ाने का निर्णय भी लिया गया है। गणमान्य नागरिकों ने मंदिरों में सीसीटीवी कैमरे लगवाने की मांग भी उठाई ताकि भविष्य में ऐसी वारदातों पर अंकुश लगाया जा सके। पुलिस उपाधीक्षक ने बताया कि मूर्ति चोरी के मामले में शेष आरोपियों की तलाश के लिए टीमें गठित कर दी गई हैं एवं शीघ्र ही उन्हें गिरफ्तार कर लिया जाएगा। [178, 358, 663, 518]
story-headline: आभूषण लूटने का आरोपी दिल्ली से हुआ गिरफ्तार [640, 1092, 910, 1147]
dateline: पावटा, (निसं)। [1099, 474, 1149, 485]
story-body: कार्यक्रम में गोशाला के लिए आर्थिक सहयोग करने वाले भामाशाहों एवं निरंतर सेवाएं देने वाले गौ सेवकों का माल्यार्पण एवं प्रशस्ति पत्र देकर सम्मान किया गया। महंत ने कहा कि गौ सेवा से बड़ा कोई पुण्य नहीं है। गौ माता की सेवा करने वाले व्यक्ति पर सदैव ईश्वर की कृपा बनी रहती है। उन्होंने सभी से गौ सेवा में बढ़-चढ़कर सहयोग करने का आह्वान किया। समिति अध्यक्ष ने वर्षभर की गतिविधियों की जानकारी दी। [731, 1710, 816, 1868]
dateline: निवाई, (निसं)। [1099, 808, 1150, 818]
adarsh-gram-story-continued [178, 1626, 336, 1930]
news-story [1099, 1898, 1492, 2072]
brief-headline: अधिकारियों को नोटिस जारी [32, 384, 155, 421]
brief-item [23, 850, 164, 1008]
story-headline: गौ सेवकों एवं रक्षकों का सम्मान कर टीनशेड का लोकार्पण किया [382, 1633, 875, 1702]
cmyk-dots-icon [868, 2372, 931, 2386]
highlight-text: दो साल पहले स्कूल में बने हौज की गुणवत्ता पर उठे सवाल [485, 844, 559, 898]
story-body: टोंक (नि.सं.)। जिला प्रमुख टोंक सरोज बंसल ने आदर्श ग्राम पंचायत नगरफोर्ट का दौरा कर व्यवस्थाओं का जायजा लिया। जिला प्रमुख ने 8 नवंबर को आयोजित होने वाले जिला स्तरीय कार्यक्रम की तैयारियों के संबंध में ग्राम पंचायत की ओर से की जा रही व्यवस्थाओं की जानकारी ली। इस मौके पर ग्रामीणों ने मेला ग्राउंड में जिला प्रमुख का माल्यार्पण कर भव्य स्वागत किया। [178, 1167, 273, 1314]
page-header [12, 19, 1504, 50]
dateline: श्रीमाधोपुर, (निसं)। [18, 2004, 75, 2014]
briefs-header: संक्षिप्त [23, 57, 164, 90]
story-headline: रोडवेज कर्मचारियों के आंदोलन का पांचवा चरण शुरू [33, 1943, 318, 1998]
dateline: देवली, (निसं)। [923, 113, 974, 122]
print-cmyk-mark: C M Y K [1504, 1677, 1514, 1740]
print-cmyk-mark: C M Y K [2, 428, 12, 491]
dateline: टोंक, (निसं)। [1099, 136, 1144, 146]
dateline: पावटा, (निसं)। [1099, 1322, 1149, 1332]
brief-item [23, 96, 164, 376]
registration-circle-icon [186, 2372, 199, 2386]
registration-mark-icon [1502, 2354, 1514, 2366]
dateline: श्रीमाधोपुर, (निसं)। [1099, 1548, 1163, 1558]
dateline: निवाई, (निसं)। [1099, 1932, 1150, 1942]
news-story [1099, 441, 1492, 768]
dateline: सांभरहटा। [464, 678, 495, 688]
liquor-story [915, 52, 1083, 591]
dateline: रामगढ़/पचवारा, (निसं)। [23, 140, 95, 149]
gau-sevak-story [340, 1626, 910, 2350]
brief-headline: गो संरक्षण की शपथ दिलाई [39, 97, 148, 134]
adarsh-top [178, 1167, 628, 1400]
saad-ali-khan-photo [1370, 109, 1492, 249]
story-headline: दामोदर गोशाला का वार्षिकोत्सव सम्पन्न [1171, 1039, 1420, 1059]
gau-top [348, 1710, 910, 1970]
story-body: निवाई, (निसं)। पीएचए के राजकीय कन्या महाविद्यालय में मंगलवार को बीए पार्ट प्रथम वर्ष 2021-22 की भूगोल एवं गृह विज्ञान विषय की प्रायोगिक परीक्षा महाविद्यालय में संपन्न हुई। महाविद्यालय प्राचार्य सीएल मीणा ने बताया कि भूगोल विषय में 130 छात्राएं व गृह विज्ञान में 13 छात्राओं ने परीक्षा दी। भूगोल विषय की प्रायोगिक परीक्षा हेतु बाहरी परीक्षक नियुक्त किए गए थे। परीक्षा शांतिपूर्ण ढंग से संपन्न हुई। इस दौरान महाविद्यालय स्टाफ ने परीक्षा व्यवस्थाओं में सहयोग किया। प्राचार्य ने सफल आयोजन पर सभी का आभार व्यक्त किया। [178, 953, 452, 1065]
dateline: अलवर, (निसं)। [23, 702, 68, 712]
story-headline: कैलाश यादव अध्यक्ष मनोनीत [1201, 1296, 1390, 1316]
exam-story [178, 917, 452, 1080]
dateline: लालसोट, (निसं)। [640, 1154, 695, 1164]
photo-caption: क्षतिग्रस्त हौज में पड़ी हुई पट्टियां। [757, 818, 862, 828]
registration-circle-icon [751, 2372, 765, 2386]
dateline: टोंक, (निसं)। [23, 1059, 62, 1068]
highlight-box [464, 838, 568, 905]
hauz-top [464, 602, 910, 831]
story-body: जिला प्रमुख ने कहा कि जिला परिषद की ओर से ग्राम पंचायतों के विकास के लिए हरसंभव प्रयास किए जा रहे हैं। नगरफोर्ट में आयोजित होने वाले जिला स्तरीय कार्यक्रम में प्रभारी मंत्री सहित कई जनप्रतिनिधियों के शामिल होने की संभावना है। कार्यक्रम स्थल पर मंच, पंडाल एवं बैठक व्यवस्था का कार्य प्रगति पर है। ग्राम पंचायत की ओर से स्वच्छता अभियान चलाकर गांव को साफ-सुथरा बनाया जा रहा है। ग्रामीणों में कार्यक्रम को लेकर उत्साह देखा जा रहा है। [178, 1632, 252, 1832]
jewellery-robbery-story [633, 1085, 910, 1622]
baba-shyam-story [178, 596, 452, 913]
